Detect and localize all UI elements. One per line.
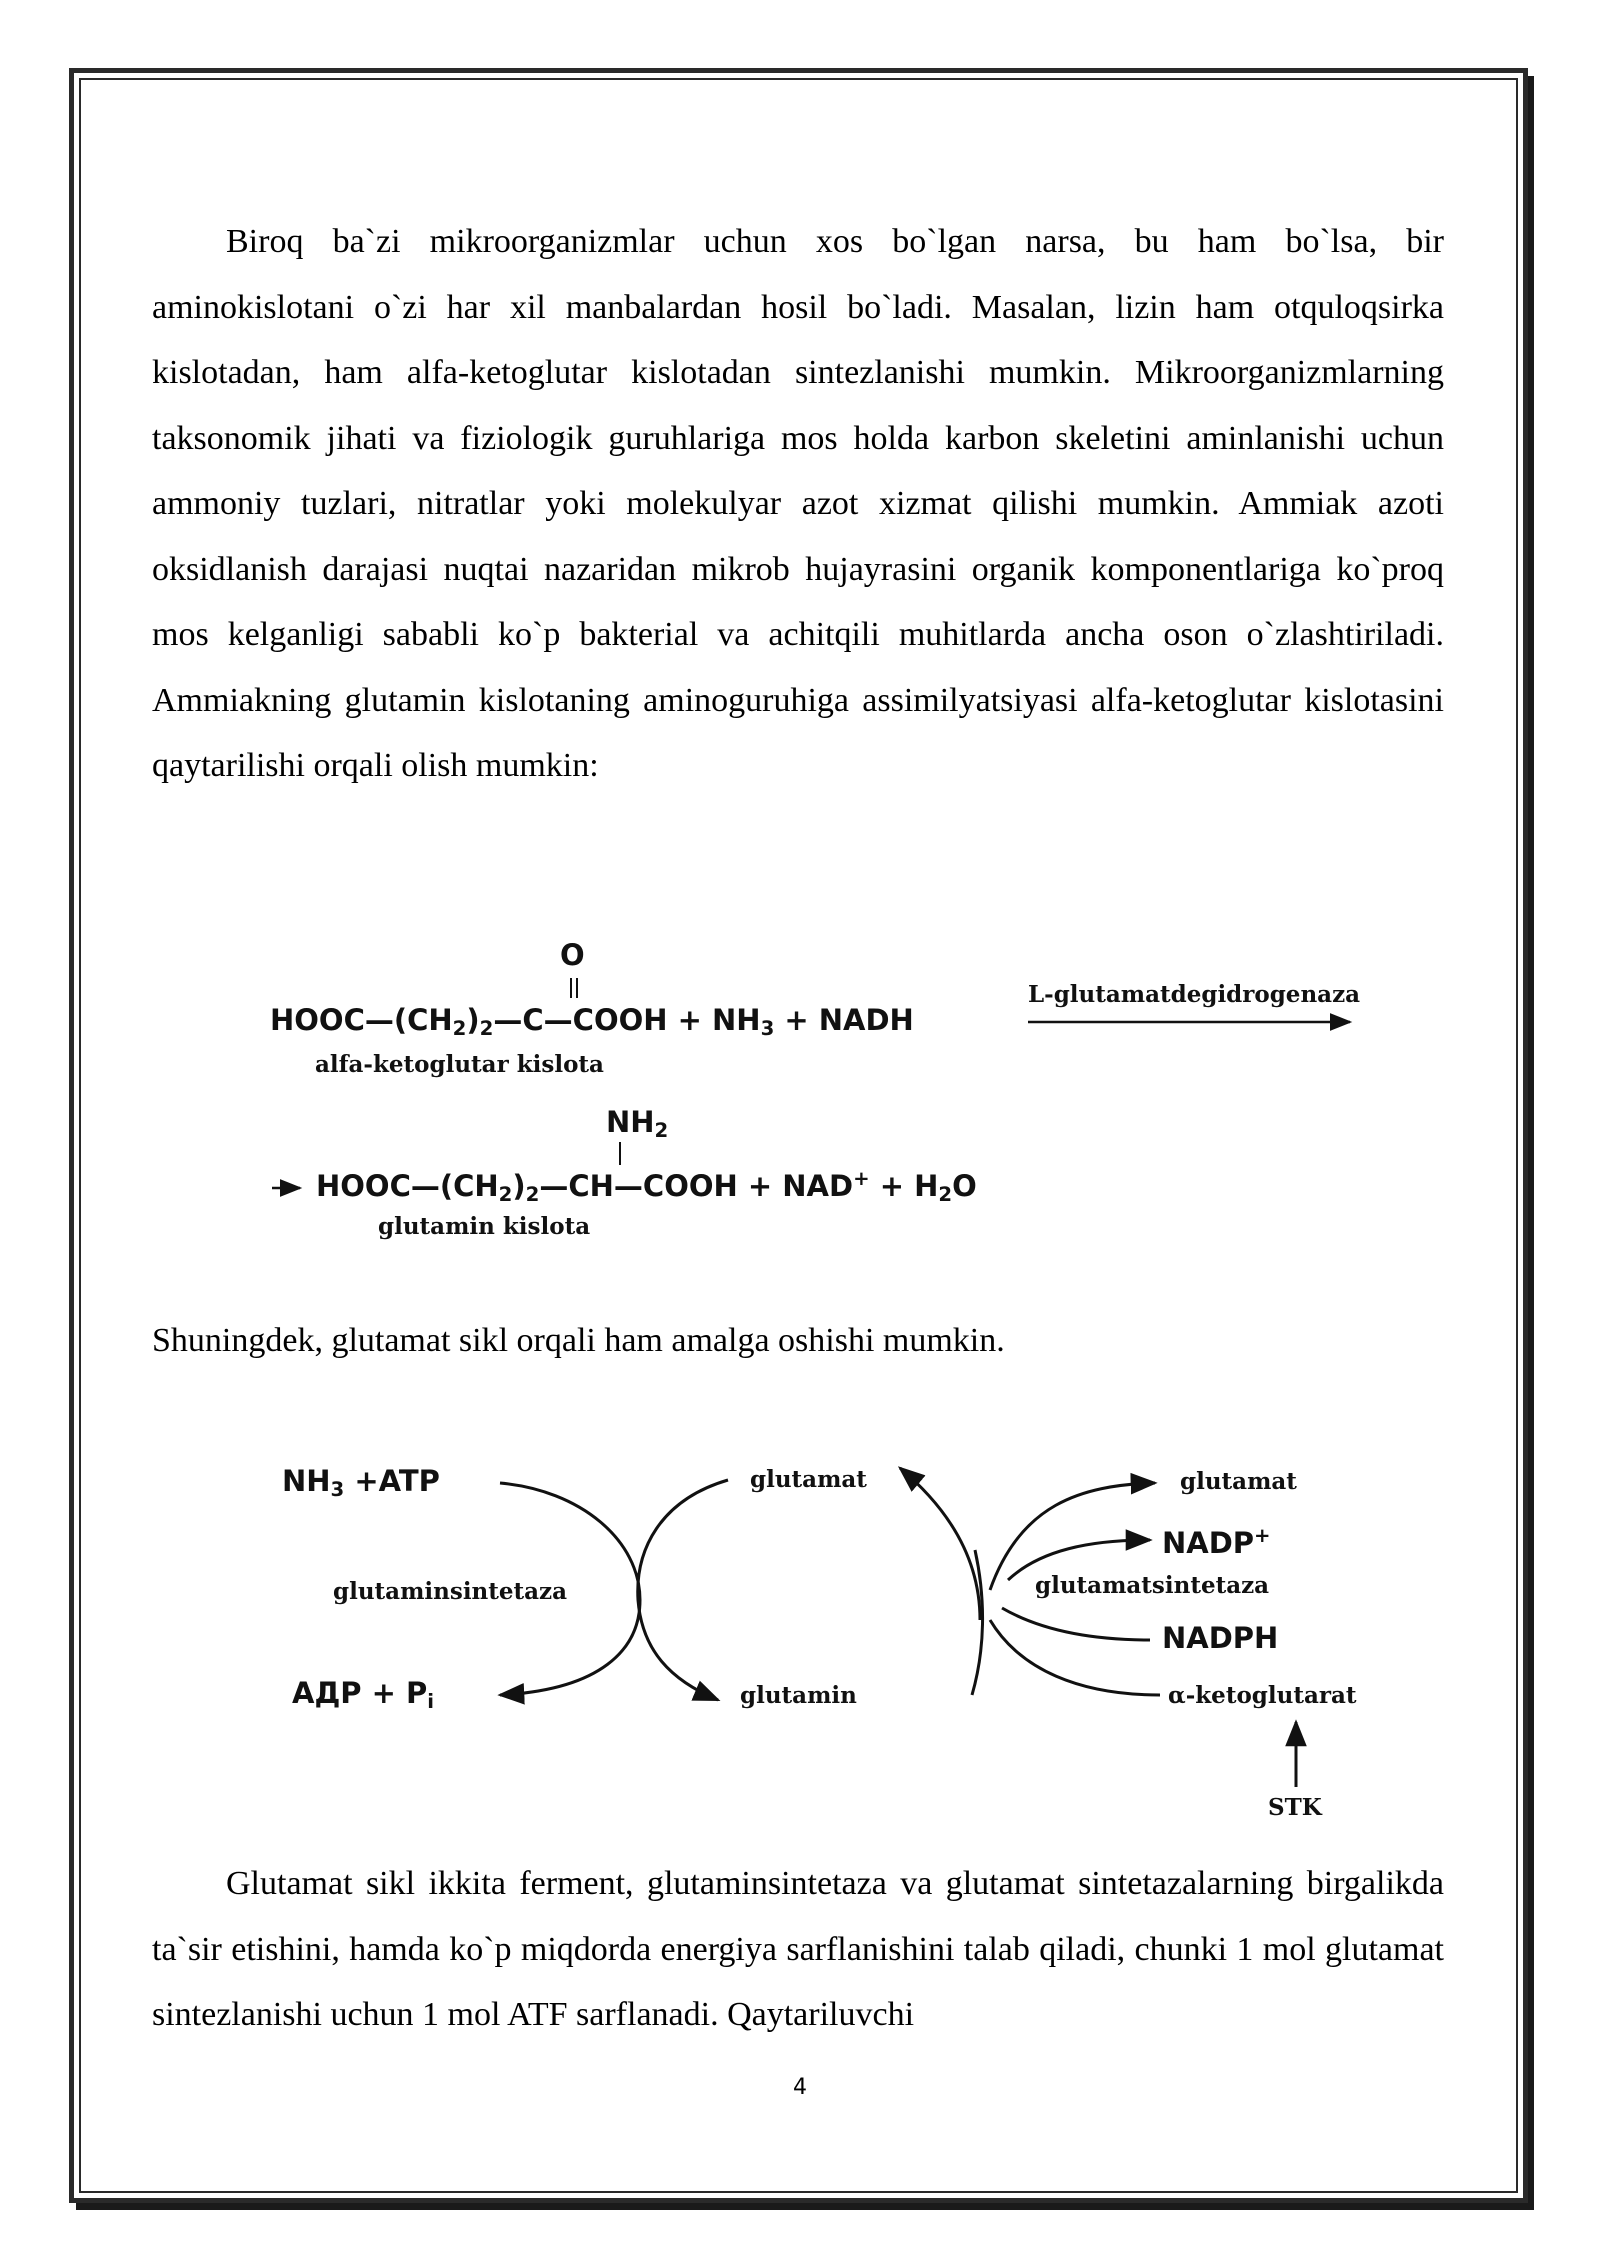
enzyme-label-dehydrogenase: L-glutamatdegidrogenaza [1028, 981, 1361, 1008]
glutamatsintetaza-label: glutamatsintetaza [1035, 1572, 1270, 1599]
page-frame-shadow-right [1528, 76, 1534, 2210]
paragraph-1: Biroq ba`zi mikroorganizmlar uchun xos bo`lgan narsa, bu ham bo`lsa, bir aminokislotani o`zi har xil manbalardan hosil bo`ladi. Masalan, lizin ham otquloqsirka kislotadan, ham alfa-ketoglutar kislotadan sintezlanishi mumkin. Mikroorganizmlarning taksonomik jihati va fiziologik guruhlariga mos holda karbon skeletini aminlanishi uchun ammoniy tuzlari, nitratlar yoki molekulyar azot xizmat qilishi mumkin. Ammiak azoti oksidlanish darajasi nuqtai nazaridan mikrob hujayrasini organik komponentlariga ko`proq mos kelganligi sababli ko`p bakterial va achitqili muhitlarda ancha oson o`zlashtiriladi. Ammiakning glutamin kislotaning aminoguruhiga assimilyatsiyasi alfa-ketoglutar kislotasini qaytarilishi orqali olish mumkin: [152, 223, 1444, 784]
adp-pi-label: АДР + $P_i$ [292, 1676, 435, 1713]
glutamat-top-label: glutamat [750, 1466, 867, 1493]
product-label: glutamin kislota [378, 1213, 591, 1240]
reaction-substrate-line: $HOOC—(CH_2)_2—C—COOH + NH_3$ + NADH [270, 1003, 914, 1040]
substrate-label: alfa-ketoglutar kislota [315, 1051, 604, 1078]
glutaminsintetaza-label: glutaminsintetaza [333, 1578, 568, 1605]
oxygen-atom: O [560, 938, 585, 972]
reaction-product-line: $HOOC—(CH_2)_2—CH—COOH + NAD^+ + H_2O$ [316, 1167, 977, 1206]
nadph-label: NADPH [1162, 1621, 1279, 1655]
nh3-atp-label: $NH_3 +ATP$ [282, 1464, 440, 1501]
stk-label: STK [1268, 1794, 1322, 1821]
paragraph-3: Glutamat sikl ikkita ferment, glutaminsintetaza va glutamat sintetazalarning birgalikda ta`sir etishini, hamda ko`p miqdorda energiya sarflanishini talab qiladi, chunki 1 mol glutamat sintezlanishi uchun 1 mol ATF sarflanadi. Qaytariluvchi [152, 1865, 1444, 2033]
amino-group: $NH_2$ [606, 1105, 669, 1142]
nadp-plus-label: NADP+ [1162, 1524, 1271, 1560]
ketoglutarat-label: α-ketoglutarat [1168, 1682, 1357, 1709]
glutamin-bottom-label: glutamin [740, 1682, 857, 1709]
paragraph-2: Shuningdek, glutamat sikl orqali ham amalga oshishi mumkin. [152, 1322, 1005, 1359]
page-number: 4 [793, 2075, 807, 2100]
page-frame-shadow-bottom [76, 2203, 1534, 2210]
glutamat-right-label: glutamat [1180, 1468, 1297, 1495]
